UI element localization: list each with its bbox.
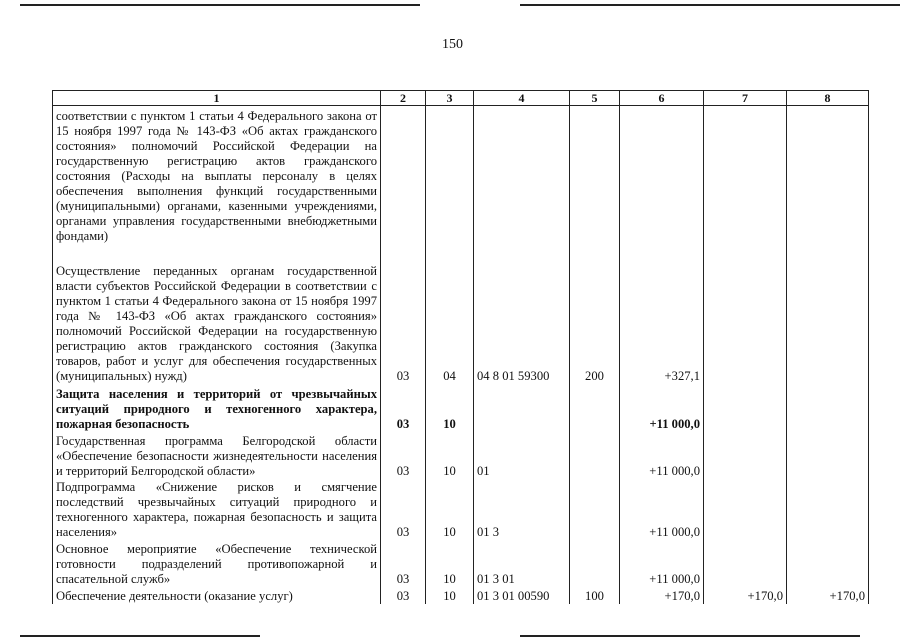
row-description: Основное мероприятие «Обеспечение технической готовности подразделений противопожарной и спасательной служб» — [53, 540, 381, 587]
page-number: 150 — [442, 37, 463, 52]
table-row — [53, 587, 869, 604]
row-description: Защита населения и территорий от чрезвычайных ситуаций природного и техногенного характера, пожарная безопасность — [53, 384, 381, 432]
row-expense-type — [570, 384, 620, 432]
row-subsection — [426, 106, 474, 244]
row-section: 03 — [381, 540, 426, 587]
row-target-article: 01 — [474, 432, 570, 479]
row-description: Государственная программа Белгородской области «Обеспечение безопасности жизнедеятельности населения и территорий Белгородской области» — [53, 432, 381, 479]
column-header-8: 8 — [787, 91, 869, 106]
row-expense-type — [570, 479, 620, 540]
row-section: 03 — [381, 384, 426, 432]
row-amount-col6: +327,1 — [620, 244, 704, 384]
column-header-5: 5 — [570, 91, 620, 106]
row-amount-col7 — [704, 479, 787, 540]
budget-table — [52, 90, 869, 604]
row-amount-col7 — [704, 244, 787, 384]
row-expense-type — [570, 432, 620, 479]
row-amount-col6: +11 000,0 — [620, 540, 704, 587]
row-subsection: 10 — [426, 432, 474, 479]
row-section — [381, 106, 426, 244]
row-description: Обеспечение деятельности (оказание услуг) — [53, 587, 381, 604]
row-amount-col8 — [787, 540, 869, 587]
row-subsection: 10 — [426, 587, 474, 604]
row-expense-type: 100 — [570, 587, 620, 604]
row-target-article: 01 3 — [474, 479, 570, 540]
row-amount-col8: +170,0 — [787, 587, 869, 604]
row-section: 03 — [381, 244, 426, 384]
row-amount-col8 — [787, 244, 869, 384]
column-header-2: 2 — [381, 91, 426, 106]
row-amount-col6: +11 000,0 — [620, 432, 704, 479]
row-amount-col6: +11 000,0 — [620, 479, 704, 540]
scan-edge-bottom-line-left — [20, 635, 260, 637]
table-row — [53, 244, 869, 384]
table-row — [53, 106, 869, 244]
row-amount-col7 — [704, 384, 787, 432]
row-expense-type — [570, 106, 620, 244]
row-amount-col8 — [787, 106, 869, 244]
row-target-article: 01 3 01 00590 — [474, 587, 570, 604]
row-amount-col7 — [704, 106, 787, 244]
scan-edge-bottom-line-right — [520, 635, 860, 637]
row-section: 03 — [381, 432, 426, 479]
row-amount-col6 — [620, 106, 704, 244]
table-header-row — [53, 91, 869, 106]
row-amount-col8 — [787, 384, 869, 432]
row-expense-type: 200 — [570, 244, 620, 384]
column-header-3: 3 — [426, 91, 474, 106]
row-target-article: 01 3 01 — [474, 540, 570, 587]
table-row — [53, 432, 869, 479]
row-amount-col7 — [704, 432, 787, 479]
row-section: 03 — [381, 587, 426, 604]
row-amount-col7 — [704, 540, 787, 587]
row-description: соответствии с пунктом 1 статьи 4 Федерального закона от 15 ноября 1997 года № 143-ФЗ «Об актах гражданского состояния» полномочий Российской Федерации на государственную регистрацию актов гражданского состояния (Расходы на выплаты персоналу в целях обеспечения выполнения функций государственными (муниципальными) органами, казенными учреждениями, органами управления государственными внебюджетными фондами) — [53, 106, 381, 244]
row-amount-col8 — [787, 432, 869, 479]
row-section: 03 — [381, 479, 426, 540]
scan-edge-top-line-left — [20, 4, 420, 6]
scan-edge-top-line-right — [520, 4, 900, 6]
row-description: Осуществление переданных органам государственной власти субъектов Российской Федерации в соответствии с пунктом 1 статьи 4 Федерального закона от 15 ноября 1997 года № 143-ФЗ «Об актах гражданского состояния» полномочий Российской Федерации на государственную регистрацию актов гражданского состояния (Закупка товаров, работ и услуг для обеспечения государственных (муниципальных) нужд) — [53, 244, 381, 384]
row-subsection: 10 — [426, 540, 474, 587]
row-amount-col6: +11 000,0 — [620, 384, 704, 432]
column-header-4: 4 — [474, 91, 570, 106]
column-header-1: 1 — [53, 91, 381, 106]
row-target-article — [474, 384, 570, 432]
row-subsection: 04 — [426, 244, 474, 384]
column-header-6: 6 — [620, 91, 704, 106]
row-description: Подпрограмма «Снижение рисков и смягчение последствий чрезвычайных ситуаций природного и техногенного характера, пожарная безопасность и защита населения» — [53, 479, 381, 540]
row-subsection: 10 — [426, 479, 474, 540]
column-header-7: 7 — [704, 91, 787, 106]
table-row — [53, 540, 869, 587]
row-amount-col6: +170,0 — [620, 587, 704, 604]
row-amount-col7: +170,0 — [704, 587, 787, 604]
row-expense-type — [570, 540, 620, 587]
row-target-article — [474, 106, 570, 244]
row-subsection: 10 — [426, 384, 474, 432]
row-target-article: 04 8 01 59300 — [474, 244, 570, 384]
table-row — [53, 384, 869, 432]
row-amount-col8 — [787, 479, 869, 540]
table-row — [53, 479, 869, 540]
